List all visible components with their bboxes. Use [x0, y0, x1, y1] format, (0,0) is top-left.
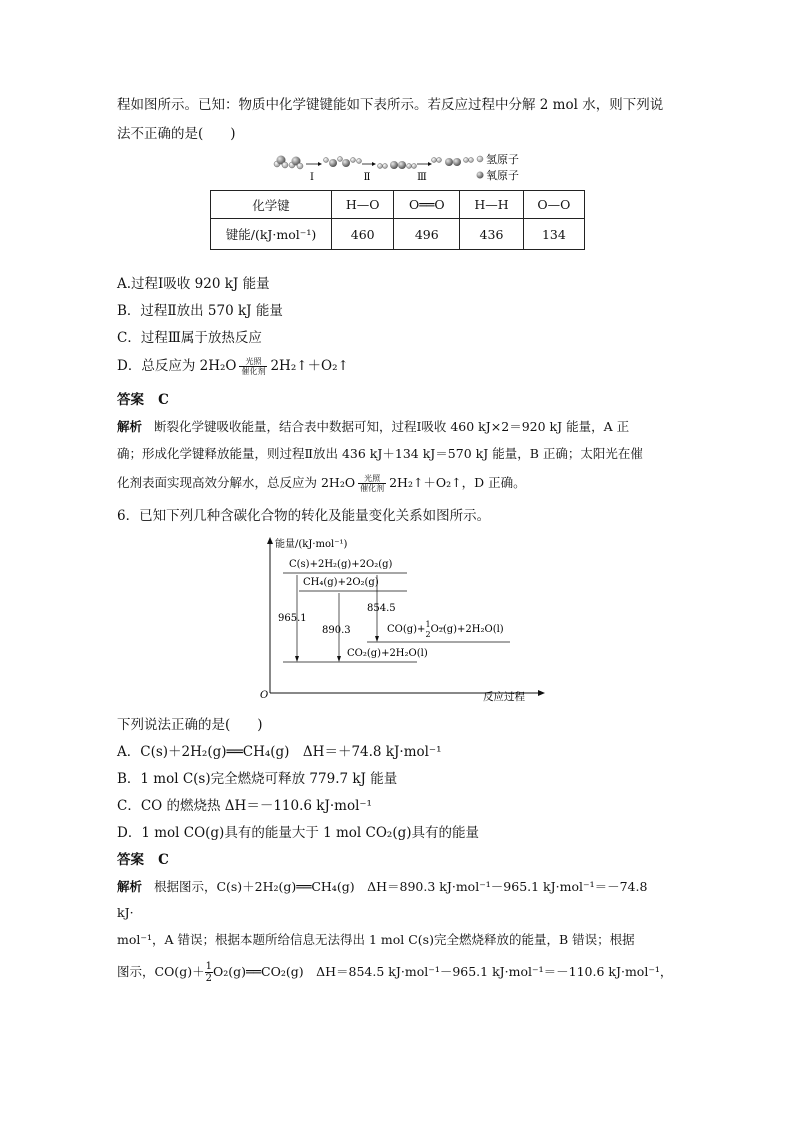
oxygen-legend-icon — [477, 172, 484, 179]
q6-stem: 6．已知下列几种含碳化合物的转化及能量变化关系如图所示。 — [117, 508, 491, 524]
q5-intro-line2: 法不正确的是( ) — [117, 126, 236, 142]
table-header-row — [211, 191, 585, 219]
origin-label: O — [260, 690, 269, 701]
condition-bottom: 催化剂 — [360, 484, 385, 493]
explain3-post: 2H₂↑＋O₂↑，D 正确。 — [389, 475, 526, 490]
q5-explain-line2: 确；形成化学键释放能量，则过程Ⅱ放出 436 kJ＋134 kJ＝570 kJ 能量，B 正确；太阳光在催 — [117, 446, 643, 461]
x-axis-arrow — [538, 690, 545, 696]
q6-option-b: B．1 mol C(s)完全燃烧可释放 779.7 kJ 能量 — [117, 771, 398, 787]
energy-level-diagram — [255, 535, 550, 705]
explain-label: 解析 — [117, 419, 143, 434]
table-row-label: 键能/(kJ·mol⁻¹) — [211, 219, 332, 250]
level3-frac-d: 2 — [425, 630, 431, 639]
q6-explain-line1b: kJ· — [117, 905, 134, 920]
x-axis-label: 反应过程 — [483, 691, 525, 703]
separated-atoms — [324, 157, 362, 168]
q5-option-a: A.过程Ⅰ吸收 920 kJ 能量 — [117, 276, 270, 292]
condition-bottom: 催化剂 — [241, 367, 266, 376]
q6-option-c: C．CO 的燃烧热 ΔH＝－110.6 kJ·mol⁻¹ — [117, 798, 372, 814]
q5-intro-line1: 程如图所示。已知：物质中化学键键能如下表所示。若反应过程中分解 2 mol 水，则下列说 — [117, 97, 664, 113]
level3-text: CO(g)+ — [387, 624, 426, 635]
level-label-co — [387, 620, 504, 639]
level-label-ch4: CH₄(g)+2O₂(g) — [303, 577, 379, 588]
answer-value: C — [158, 392, 169, 408]
table-header-cell: H—H — [460, 191, 524, 219]
explain-text: 断裂化学键吸收能量，结合表中数据可知，过程Ⅰ吸收 460 kJ×2＝920 kJ 能量，A 正 — [153, 419, 630, 434]
q6-option-d: D．1 mol CO(g)具有的能量大于 1 mol CO₂(g)具有的能量 — [117, 825, 480, 841]
half-fraction — [205, 961, 213, 984]
q5-option-d-post: 2H₂↑＋O₂↑ — [270, 358, 349, 374]
reaction-condition — [358, 474, 386, 493]
q5-option-b: B．过程Ⅱ放出 570 kJ 能量 — [117, 303, 283, 319]
table-cell: 436 — [460, 219, 524, 250]
condition-top: 光照 — [239, 357, 267, 367]
legend-oxygen: 氧原子 — [486, 169, 519, 182]
water-splitting-diagram — [268, 150, 538, 184]
q5-option-d-pre: D．总反应为 2H₂O — [117, 358, 237, 374]
level3-post: O₂(g)+2H₂O(l) — [430, 624, 504, 635]
fraction-numerator: 1 — [205, 961, 212, 972]
q6-explain-line1 — [117, 878, 647, 896]
level-label-co2: CO₂(g)+2H₂O(l) — [347, 648, 428, 659]
q6-explain-line2: mol⁻¹，A 错误；根据本题所给信息无法得出 1 mol C(s)完全燃烧释放的能量，B 错误；根据 — [117, 932, 635, 947]
condition-top: 光照 — [358, 474, 386, 484]
value-965: 965.1 — [278, 613, 307, 624]
fraction-denominator: 2 — [205, 973, 212, 984]
hydrogen-legend-icon — [477, 156, 483, 162]
table-cell: 460 — [332, 219, 394, 250]
q5-option-c: C．过程Ⅲ属于放热反应 — [117, 330, 262, 346]
q5-option-d — [117, 357, 349, 376]
explain3-pre: 化剂表面实现高效分解水，总反应为 2H₂O — [117, 475, 356, 490]
q6-ask: 下列说法正确的是( ) — [117, 717, 263, 733]
table-cell: 134 — [523, 219, 584, 250]
explain-text: 根据图示，C(s)＋2H₂(g)══CH₄(g) ΔH＝890.3 kJ·mol⁻¹－965.1 kJ·mol⁻¹＝－74.8 — [153, 879, 648, 894]
q6-option-a: A．C(s)＋2H₂(g)══CH₄(g) ΔH＝＋74.8 kJ·mol⁻¹ — [117, 744, 442, 760]
y-axis-arrow — [267, 537, 273, 544]
q6-answer — [117, 851, 169, 869]
product-molecules — [432, 158, 474, 167]
level3-frac-n: 1 — [425, 620, 431, 629]
table-header-cell: O—O — [523, 191, 584, 219]
table-header-cell: 化学键 — [211, 191, 332, 219]
step-label-1: Ⅰ — [310, 172, 314, 183]
value-890: 890.3 — [322, 625, 351, 636]
table-row — [211, 219, 585, 250]
table-header-cell: H—O — [332, 191, 394, 219]
table-cell: 496 — [394, 219, 460, 250]
q5-answer — [117, 391, 169, 409]
answer-label: 答案 — [117, 392, 144, 408]
value-854: 854.5 — [367, 603, 396, 614]
q6-explain-line3 — [117, 961, 672, 984]
intermediate-molecules — [378, 161, 417, 169]
water-molecules — [274, 156, 303, 170]
reaction-condition — [239, 357, 267, 376]
explain-label: 解析 — [117, 879, 143, 894]
level-label-c-s: C(s)+2H₂(g)+2O₂(g) — [289, 559, 393, 570]
step-label-3: Ⅲ — [417, 172, 427, 183]
legend-hydrogen: 氢原子 — [486, 153, 519, 166]
q5-explain-line1 — [117, 418, 629, 436]
q5-explain-line3 — [117, 474, 526, 493]
answer-label: 答案 — [117, 852, 144, 868]
table-header-cell: O══O — [394, 191, 460, 219]
step-label-2: Ⅱ — [363, 172, 371, 183]
bond-energy-table — [210, 190, 585, 250]
explain3-pre: 图示，CO(g)＋ — [117, 964, 205, 979]
answer-value: C — [158, 852, 169, 868]
explain3-post: O₂(g)══CO₂(g) ΔH＝854.5 kJ·mol⁻¹－965.1 kJ·mol⁻¹＝－110.6 kJ·mol⁻¹， — [212, 964, 673, 979]
y-axis-label: 能量/(kJ·mol⁻¹) — [275, 539, 348, 550]
